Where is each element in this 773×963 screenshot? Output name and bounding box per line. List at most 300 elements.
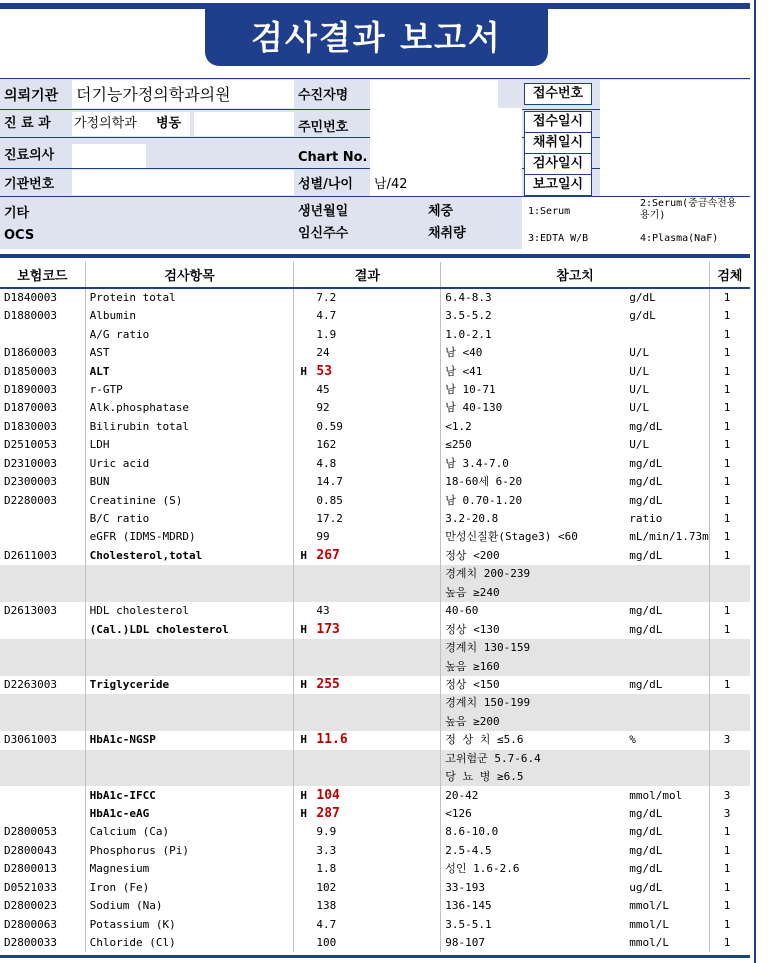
test-item-cell: Alk.phosphatase xyxy=(85,399,294,417)
report-date-label: 보고일시 xyxy=(524,174,592,196)
insurance-code-cell: D2280003 xyxy=(4,493,57,507)
specimen-cell: 1 xyxy=(709,491,750,509)
insurance-code-cell: D1850003 xyxy=(4,364,57,378)
reference-unit: mg/dL xyxy=(629,862,663,876)
result-cell xyxy=(294,510,441,528)
result-value: 102 xyxy=(316,880,337,894)
reference-cell xyxy=(441,750,709,768)
reference-cell xyxy=(441,344,709,362)
insurance-code-cell xyxy=(0,786,85,804)
table-row xyxy=(0,860,750,878)
specimen-cell: 1 xyxy=(709,455,750,473)
reference-cell xyxy=(441,879,709,897)
result-cell xyxy=(294,694,441,712)
reference-range: 2.5-4.5 xyxy=(445,843,492,857)
reference-unit: mmol/mol xyxy=(629,788,683,802)
test-item-cell: LDH xyxy=(85,436,294,454)
result-cell xyxy=(294,344,441,362)
reference-cell xyxy=(441,768,709,786)
insurance-code-cell xyxy=(0,768,85,786)
results-body xyxy=(0,288,750,952)
test-item-cell: BUN xyxy=(85,473,294,491)
sex-age-label: 성별/나이 xyxy=(298,177,353,192)
result-cell xyxy=(294,768,441,786)
reference-unit: mmol/L xyxy=(629,917,670,931)
reference-range: 3.5-5.2 xyxy=(445,309,492,323)
specimen-cell xyxy=(709,768,750,786)
reference-unit: mg/dL xyxy=(629,825,663,839)
reference-cell xyxy=(441,325,709,343)
insurance-code-cell: D2510053 xyxy=(4,438,57,452)
test-item-cell xyxy=(85,639,294,657)
specimen-cell xyxy=(709,584,750,602)
insurance-code-cell xyxy=(0,510,85,528)
table-row xyxy=(0,399,750,417)
reference-cell xyxy=(441,399,709,417)
result-value: 104 xyxy=(316,787,340,803)
insurance-code-cell xyxy=(0,805,85,823)
patient-field xyxy=(370,80,498,108)
reference-range: 남 <40 xyxy=(445,346,483,360)
table-row xyxy=(0,786,750,804)
reference-unit: U/L xyxy=(629,346,650,360)
insurance-code-cell: D2310003 xyxy=(4,456,57,470)
col-header-item: 검사항목 xyxy=(85,262,294,288)
specimen-cell: 1 xyxy=(709,307,750,325)
table-row xyxy=(0,897,750,915)
reference-range: 33-193 xyxy=(445,880,486,894)
insurance-code-cell xyxy=(0,713,85,731)
result-cell xyxy=(294,565,441,583)
result-cell xyxy=(294,786,441,804)
weight-label: 체중 xyxy=(428,204,454,219)
reference-range: 3.5-5.1 xyxy=(445,917,492,931)
receipt-date-label: 접수일시 xyxy=(524,111,592,133)
insurance-code-cell xyxy=(0,620,85,638)
test-item-cell: Triglyceride xyxy=(85,676,294,694)
reference-range: 남 40-130 xyxy=(445,401,503,415)
reference-range: 성인 1.6-2.6 xyxy=(445,862,520,876)
table-row xyxy=(0,584,750,602)
test-item-cell: Sodium (Na) xyxy=(85,897,294,915)
specimen-cell: 1 xyxy=(709,915,750,933)
result-cell xyxy=(294,288,441,307)
reference-range: ≤250 xyxy=(445,438,472,452)
test-date-label: 검사일시 xyxy=(524,153,592,175)
result-value: 100 xyxy=(316,936,337,950)
specimen-cell: 1 xyxy=(709,842,750,860)
table-row xyxy=(0,731,750,749)
table-row xyxy=(0,344,750,362)
reference-cell xyxy=(441,713,709,731)
test-item-cell: AST xyxy=(85,344,294,362)
result-cell xyxy=(294,362,441,380)
test-item-cell: (Cal.)LDL cholesterol xyxy=(85,620,294,638)
result-value: 14.7 xyxy=(316,475,343,489)
reference-unit: mg/dL xyxy=(629,475,663,489)
reference-range: 만성신질환(Stage3) <60 xyxy=(445,530,578,544)
result-flag: H xyxy=(300,788,308,802)
reference-cell xyxy=(441,510,709,528)
col-header-result: 결과 xyxy=(294,262,441,288)
institution-label: 의뢰기관 xyxy=(4,88,59,104)
specimen-cell: 1 xyxy=(709,473,750,491)
reference-cell xyxy=(441,491,709,509)
birthdate-label: 생년월일 xyxy=(298,204,349,219)
result-cell xyxy=(294,325,441,343)
table-row xyxy=(0,510,750,528)
reference-range: 6.4-8.3 xyxy=(445,291,492,304)
table-row xyxy=(0,455,750,473)
result-cell xyxy=(294,455,441,473)
resident-no-label: 주민번호 xyxy=(298,120,349,135)
result-cell xyxy=(294,436,441,454)
table-row xyxy=(0,362,750,380)
specimen-cell xyxy=(709,694,750,712)
specimen-cell: 1 xyxy=(709,436,750,454)
department-value: 가정의학과 xyxy=(74,116,137,131)
department-label: 진 료 과 xyxy=(4,116,51,131)
sample-type-3: 3:EDTA W/B xyxy=(528,233,589,244)
test-item-cell: Creatinine (S) xyxy=(85,491,294,509)
ward-label: 병동 xyxy=(156,116,182,131)
reference-cell xyxy=(441,584,709,602)
specimen-cell xyxy=(709,639,750,657)
table-row xyxy=(0,307,750,325)
table-row xyxy=(0,418,750,436)
reference-range: 1.0-2.1 xyxy=(445,327,492,341)
reference-cell xyxy=(441,805,709,823)
result-cell xyxy=(294,491,441,509)
reference-cell xyxy=(441,455,709,473)
insurance-code-cell: D3061003 xyxy=(4,733,57,747)
reference-cell xyxy=(441,307,709,325)
agency-no-label: 기관번호 xyxy=(4,177,55,192)
reference-range: 높음 ≥200 xyxy=(445,714,500,728)
specimen-cell: 1 xyxy=(709,676,750,694)
table-row xyxy=(0,288,750,307)
reference-cell xyxy=(441,528,709,546)
test-item-cell: Chloride (Cl) xyxy=(85,934,294,952)
reference-cell xyxy=(441,842,709,860)
table-row xyxy=(0,565,750,583)
result-cell xyxy=(294,934,441,952)
test-item-cell: HDL cholesterol xyxy=(85,602,294,620)
insurance-code-cell xyxy=(0,565,85,583)
test-item-cell: HbA1c-NGSP xyxy=(85,731,294,749)
test-item-cell xyxy=(85,584,294,602)
result-flag: H xyxy=(300,807,308,821)
result-cell xyxy=(294,602,441,620)
insurance-code-cell xyxy=(0,584,85,602)
reference-range: 남 <41 xyxy=(445,364,483,378)
other-label: 기타 xyxy=(4,206,30,221)
insurance-code-cell xyxy=(0,325,85,343)
reference-unit: U/L xyxy=(629,438,650,452)
table-row xyxy=(0,436,750,454)
result-value: 45 xyxy=(316,382,330,396)
result-cell xyxy=(294,307,441,325)
reference-unit: mg/dL xyxy=(629,622,663,636)
table-row xyxy=(0,620,750,638)
right-border-rule xyxy=(754,0,756,963)
insurance-code-cell: D1830003 xyxy=(4,419,57,433)
result-value: 53 xyxy=(316,363,333,379)
reference-range: 고위험군 5.7-6.4 xyxy=(445,751,541,765)
reference-cell xyxy=(441,934,709,952)
table-row xyxy=(0,473,750,491)
specimen-cell: 1 xyxy=(709,934,750,952)
reference-cell xyxy=(441,473,709,491)
insurance-code-cell: D2263003 xyxy=(4,677,57,691)
table-row xyxy=(0,547,750,565)
result-cell xyxy=(294,547,441,565)
reference-unit: mL/min/1.73m xyxy=(629,530,709,544)
test-item-cell: Magnesium xyxy=(85,860,294,878)
test-item-cell: ALT xyxy=(85,362,294,380)
reference-cell xyxy=(441,288,709,307)
reference-cell xyxy=(441,639,709,657)
result-cell xyxy=(294,676,441,694)
reference-range: 3.2-20.8 xyxy=(445,512,499,526)
result-flag: H xyxy=(300,622,308,636)
test-item-cell: Calcium (Ca) xyxy=(85,823,294,841)
reference-unit: U/L xyxy=(629,382,650,396)
result-value: 17.2 xyxy=(316,512,343,526)
result-cell xyxy=(294,620,441,638)
result-cell xyxy=(294,418,441,436)
result-value: 287 xyxy=(316,806,340,822)
result-value: 7.2 xyxy=(316,291,337,304)
sample-type-1: 1:Serum xyxy=(528,206,571,217)
reference-cell xyxy=(441,362,709,380)
result-cell xyxy=(294,657,441,675)
reference-unit: mg/dL xyxy=(629,419,663,433)
specimen-cell: 1 xyxy=(709,325,750,343)
reference-range: 98-107 xyxy=(445,936,486,950)
test-item-cell xyxy=(85,713,294,731)
result-cell xyxy=(294,731,441,749)
reference-range: 20-42 xyxy=(445,788,479,802)
specimen-cell: 1 xyxy=(709,879,750,897)
test-item-cell: Albumin xyxy=(85,307,294,325)
test-item-cell: B/C ratio xyxy=(85,510,294,528)
table-row xyxy=(0,750,750,768)
test-item-cell: Cholesterol,total xyxy=(85,547,294,565)
report-header xyxy=(0,78,750,249)
reference-cell xyxy=(441,547,709,565)
insurance-code-cell: D2611003 xyxy=(4,548,57,562)
specimen-cell: 1 xyxy=(709,620,750,638)
insurance-code-cell: D2800023 xyxy=(4,899,57,913)
reference-unit: mg/dL xyxy=(629,604,663,618)
reference-range: 남 10-71 xyxy=(445,382,496,396)
reference-cell xyxy=(441,418,709,436)
reference-unit: mg/dL xyxy=(629,456,663,470)
table-row xyxy=(0,879,750,897)
reference-unit: mg/dL xyxy=(629,677,663,691)
insurance-code-cell: D2800033 xyxy=(4,936,57,950)
table-row xyxy=(0,842,750,860)
table-row xyxy=(0,676,750,694)
sample-type-2: 2:Serum(중금속전용용기) xyxy=(640,198,737,221)
specimen-cell: 1 xyxy=(709,860,750,878)
reference-unit: mg/dL xyxy=(629,493,663,507)
specimen-cell: 3 xyxy=(709,805,750,823)
reference-range: 당 뇨 병 ≥6.5 xyxy=(445,770,524,784)
reference-cell xyxy=(441,602,709,620)
report-title: 검사결과 보고서 xyxy=(205,9,548,66)
insurance-code-cell xyxy=(0,694,85,712)
specimen-cell: 1 xyxy=(709,418,750,436)
reference-range: 경계치 150-199 xyxy=(445,696,531,710)
specimen-cell: 1 xyxy=(709,288,750,307)
test-item-cell: Bilirubin total xyxy=(85,418,294,436)
insurance-code-cell: D2800043 xyxy=(4,843,57,857)
ward-field xyxy=(194,112,294,136)
table-row xyxy=(0,528,750,546)
specimen-cell: 1 xyxy=(709,547,750,565)
reference-unit: U/L xyxy=(629,364,650,378)
result-value: 9.9 xyxy=(316,825,337,839)
test-item-cell: Protein total xyxy=(85,288,294,307)
reference-cell xyxy=(441,915,709,933)
result-value: 267 xyxy=(316,547,340,563)
dates-field xyxy=(600,80,750,196)
reference-cell xyxy=(441,731,709,749)
insurance-code-cell: D1860003 xyxy=(4,346,57,360)
doctor-label: 진료의사 xyxy=(4,148,55,163)
institution-value: 더기능가정의학과의원 xyxy=(76,85,231,104)
specimen-cell: 1 xyxy=(709,344,750,362)
result-flag: H xyxy=(300,364,308,378)
reference-cell xyxy=(441,786,709,804)
result-cell xyxy=(294,639,441,657)
specimen-cell xyxy=(709,657,750,675)
insurance-code-cell xyxy=(0,639,85,657)
reference-unit: g/dL xyxy=(629,291,656,304)
test-item-cell: Uric acid xyxy=(85,455,294,473)
test-item-cell xyxy=(85,750,294,768)
insurance-code-cell: D2613003 xyxy=(4,604,57,618)
result-value: 92 xyxy=(316,401,330,415)
result-value: 1.8 xyxy=(316,862,337,876)
result-flag: H xyxy=(300,733,308,747)
reference-range: 남 0.70-1.20 xyxy=(445,493,523,507)
header-line xyxy=(0,78,750,79)
result-value: 11.6 xyxy=(316,732,348,748)
insurance-code-cell: D1890003 xyxy=(4,382,57,396)
result-value: 3.3 xyxy=(316,843,337,857)
reference-range: 높음 ≥160 xyxy=(445,659,500,673)
result-cell xyxy=(294,805,441,823)
result-value: 4.8 xyxy=(316,456,337,470)
result-cell xyxy=(294,713,441,731)
specimen-cell: 1 xyxy=(709,897,750,915)
reference-range: 경계치 130-159 xyxy=(445,641,531,655)
insurance-code-cell: D1870003 xyxy=(4,401,57,415)
specimen-cell: 1 xyxy=(709,510,750,528)
result-cell xyxy=(294,879,441,897)
specimen-cell xyxy=(709,565,750,583)
insurance-code-cell xyxy=(0,657,85,675)
col-header-reference: 참고치 xyxy=(441,262,709,288)
result-value: 24 xyxy=(316,346,330,360)
test-item-cell: r-GTP xyxy=(85,381,294,399)
col-header-code: 보험코드 xyxy=(0,262,85,288)
reference-range: 정상 <130 xyxy=(445,622,500,636)
table-row xyxy=(0,491,750,509)
reference-range: <126 xyxy=(445,807,472,821)
specimen-cell: 1 xyxy=(709,381,750,399)
table-row xyxy=(0,639,750,657)
receipt-no-label: 접수번호 xyxy=(524,83,592,105)
result-cell xyxy=(294,750,441,768)
test-item-cell xyxy=(85,768,294,786)
table-row xyxy=(0,768,750,786)
table-row xyxy=(0,934,750,952)
insurance-code-cell xyxy=(0,750,85,768)
insurance-code-cell xyxy=(0,528,85,546)
reference-cell xyxy=(441,657,709,675)
specimen-cell: 1 xyxy=(709,399,750,417)
test-item-cell xyxy=(85,565,294,583)
sex-age-value: 남/42 xyxy=(374,177,408,192)
bottom-rule xyxy=(0,955,750,958)
result-value: 255 xyxy=(316,676,340,692)
specimen-cell: 1 xyxy=(709,602,750,620)
reference-cell xyxy=(441,676,709,694)
reference-range: 8.6-10.0 xyxy=(445,825,499,839)
result-value: 1.9 xyxy=(316,327,337,341)
result-cell xyxy=(294,399,441,417)
insurance-code-cell: D1840003 xyxy=(4,291,57,304)
result-value: 162 xyxy=(316,438,337,452)
result-cell xyxy=(294,381,441,399)
test-item-cell xyxy=(85,657,294,675)
table-row xyxy=(0,805,750,823)
reference-range: 18-60세 6-20 xyxy=(445,475,523,489)
test-item-cell: Phosphorus (Pi) xyxy=(85,842,294,860)
result-cell xyxy=(294,915,441,933)
reference-cell xyxy=(441,694,709,712)
result-value: 0.85 xyxy=(316,493,343,507)
specimen-cell xyxy=(709,750,750,768)
result-value: 43 xyxy=(316,604,330,618)
insurance-code-cell: D2800063 xyxy=(4,917,57,931)
test-item-cell: HbA1c-eAG xyxy=(85,805,294,823)
doctor-field xyxy=(72,144,146,168)
result-value: 99 xyxy=(316,530,330,544)
specimen-cell: 1 xyxy=(709,362,750,380)
reference-range: 남 3.4-7.0 xyxy=(445,456,509,470)
ocs-label: OCS xyxy=(4,228,35,243)
collection-amount-label: 채취량 xyxy=(428,226,466,241)
result-value: 4.7 xyxy=(316,917,337,931)
specimen-cell: 1 xyxy=(709,823,750,841)
reference-range: 정상 <150 xyxy=(445,677,500,691)
reference-unit: % xyxy=(629,733,636,747)
insurance-code-cell: D0521033 xyxy=(4,880,57,894)
test-item-cell: HbA1c-IFCC xyxy=(85,786,294,804)
test-item-cell xyxy=(85,694,294,712)
reference-unit: mg/dL xyxy=(629,807,663,821)
table-row xyxy=(0,325,750,343)
test-item-cell: Iron (Fe) xyxy=(85,879,294,897)
result-value: 138 xyxy=(316,899,337,913)
insurance-code-cell: D2800013 xyxy=(4,862,57,876)
reference-cell xyxy=(441,381,709,399)
